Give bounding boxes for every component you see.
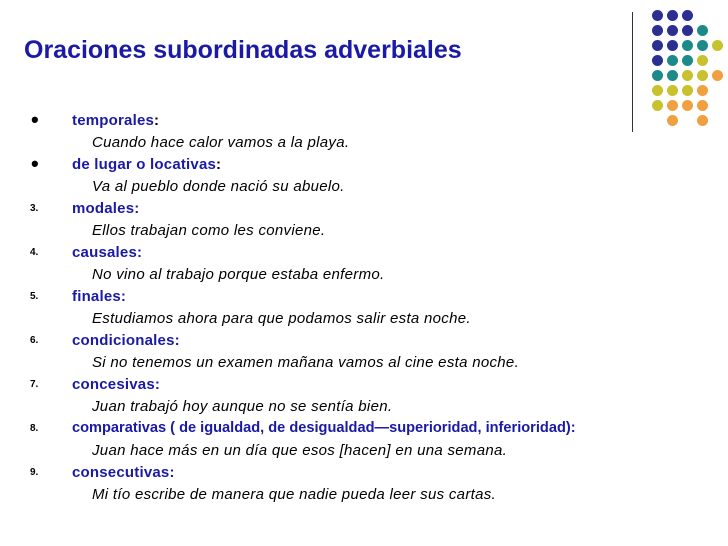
item-example: Cuando hace calor vamos a la playa.: [92, 134, 350, 151]
dot: [712, 40, 723, 51]
dot: [712, 70, 723, 81]
dot: [682, 100, 693, 111]
item-label: finales:: [72, 288, 127, 305]
list-item: [0, 107, 728, 156]
item-example: Si no tenemos un examen mañana vamos al cine esta noche.: [92, 354, 520, 371]
dot: [697, 100, 708, 111]
list-item: [0, 376, 728, 420]
dot: [652, 10, 663, 21]
slide-title: Oraciones subordinadas adverbiales: [24, 36, 462, 64]
number-marker: 6.: [30, 335, 39, 346]
item-example: Juan hace más en un día que esos [hacen] en una semana.: [92, 442, 508, 459]
dot: [667, 10, 678, 21]
dot: [652, 55, 663, 66]
item-example: Juan trabajó hoy aunque no se sentía bien.: [92, 398, 393, 415]
dot: [667, 85, 678, 96]
dot: [652, 70, 663, 81]
item-example: Ellos trabajan como les conviene.: [92, 222, 326, 239]
number-marker: 5.: [30, 291, 39, 302]
number-marker: 9.: [30, 467, 39, 478]
dot: [697, 85, 708, 96]
item-label: de lugar o locativas:: [72, 156, 222, 173]
item-label: modales:: [72, 200, 140, 217]
item-example: Estudiamos ahora para que podamos salir esta noche.: [92, 310, 471, 327]
item-example: Va al pueblo donde nació su abuelo.: [92, 178, 345, 195]
dot: [697, 25, 708, 36]
dot: [682, 85, 693, 96]
dot: [697, 55, 708, 66]
dot: [652, 85, 663, 96]
list-item: [0, 151, 728, 200]
item-example: No vino al trabajo porque estaba enfermo.: [92, 266, 385, 283]
dot: [652, 25, 663, 36]
list-item: [0, 332, 728, 376]
dot: [682, 55, 693, 66]
dot: [667, 40, 678, 51]
list-item: [0, 464, 728, 508]
dot: [667, 25, 678, 36]
dot: [682, 40, 693, 51]
number-marker: 8.: [30, 423, 39, 434]
dot: [667, 55, 678, 66]
list-item: [0, 244, 728, 288]
list-item: [0, 200, 728, 244]
item-label: consecutivas:: [72, 464, 175, 481]
dot: [682, 25, 693, 36]
item-label: condicionales:: [72, 332, 180, 349]
dot: [652, 100, 663, 111]
item-label: causales:: [72, 244, 143, 261]
bullet-marker: •: [31, 151, 39, 176]
dot: [697, 70, 708, 81]
number-marker: 7.: [30, 379, 39, 390]
item-label: concesivas:: [72, 376, 161, 393]
item-label: comparativas ( de igualdad, de desigualdad—superioridad, inferioridad):: [72, 420, 576, 436]
dot: [682, 70, 693, 81]
list-item: [0, 288, 728, 332]
dot: [682, 10, 693, 21]
dot: [667, 70, 678, 81]
list-item: [0, 420, 728, 464]
item-label: temporales:: [72, 112, 160, 129]
dot: [697, 40, 708, 51]
dot: [652, 40, 663, 51]
number-marker: 4.: [30, 247, 39, 258]
bullet-marker: •: [31, 107, 39, 132]
number-marker: 3.: [30, 203, 39, 214]
dot: [667, 100, 678, 111]
item-example: Mi tío escribe de manera que nadie pueda leer sus cartas.: [92, 486, 496, 503]
